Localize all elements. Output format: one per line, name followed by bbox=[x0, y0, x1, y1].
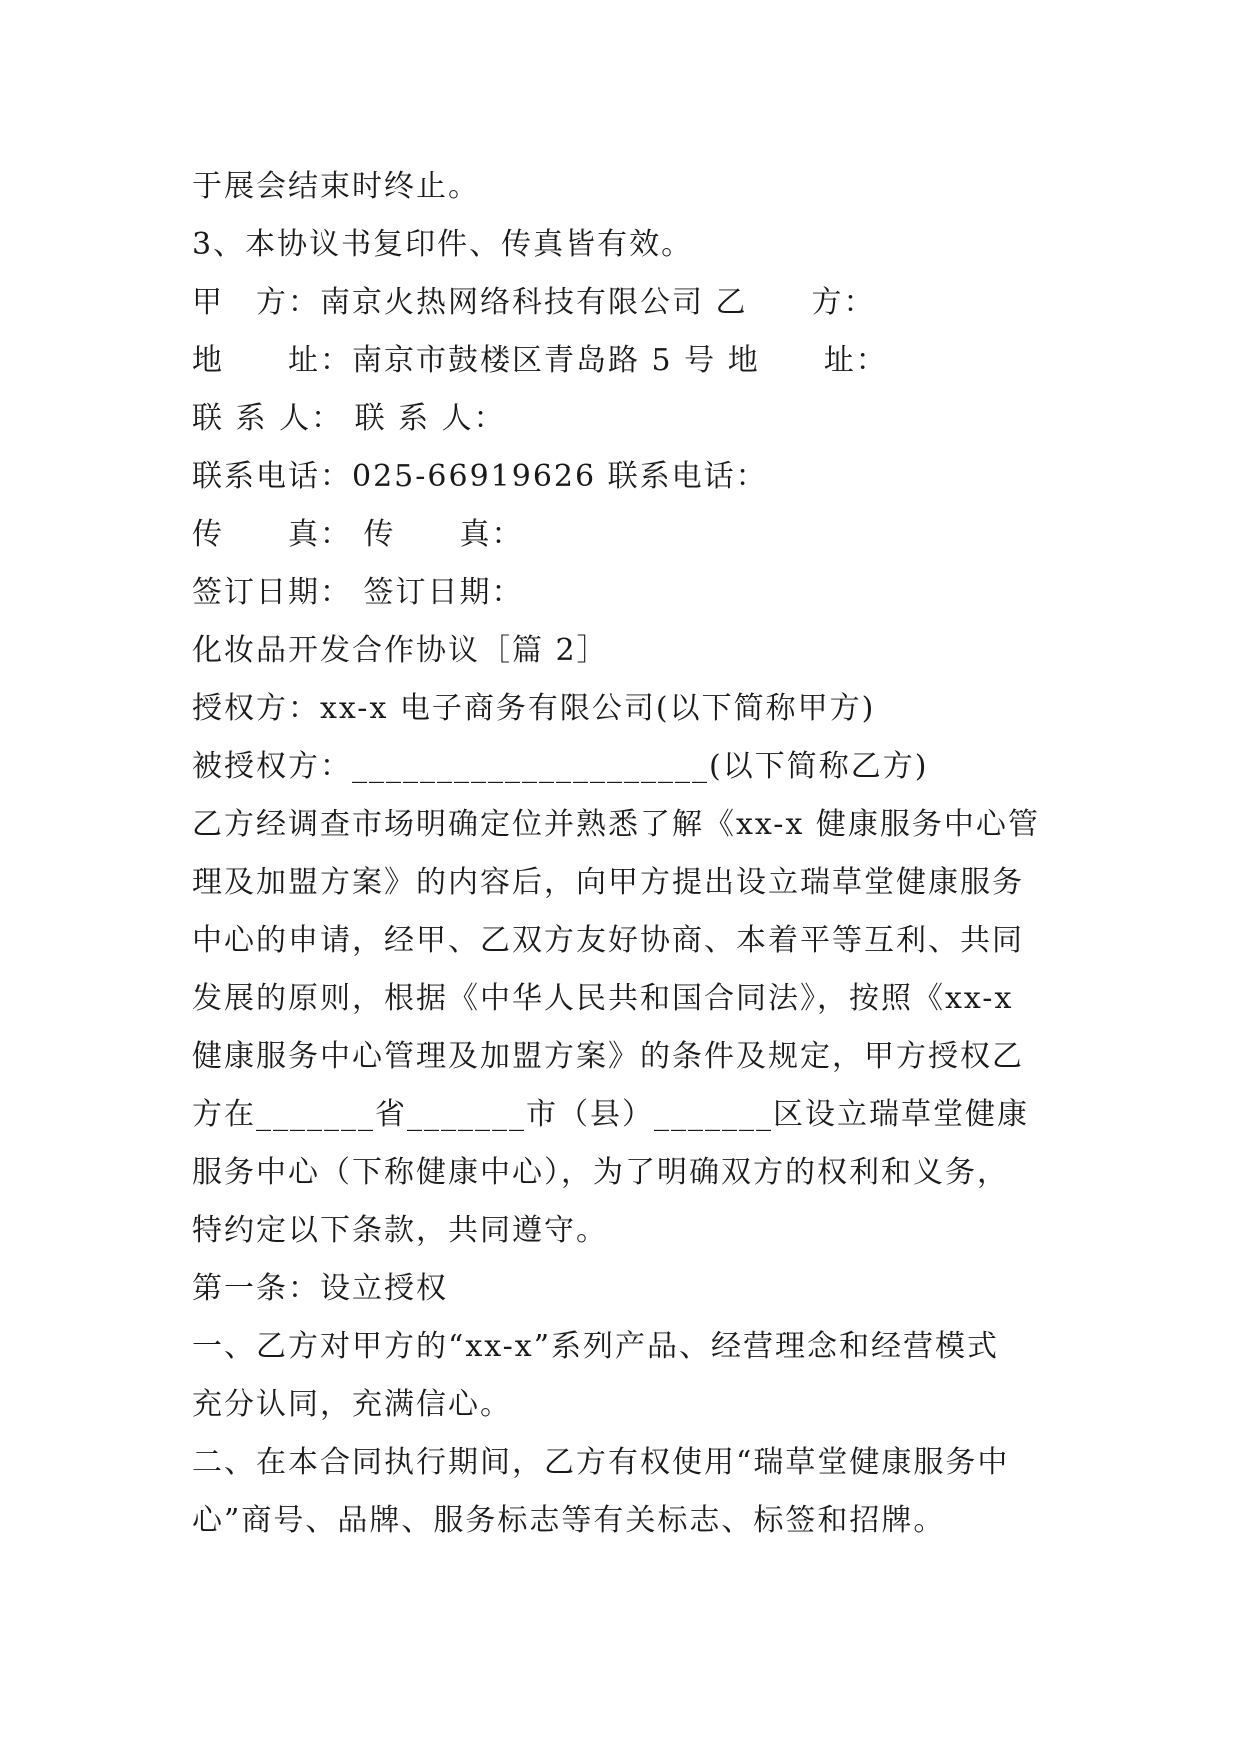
text-line: 健康服务中心管理及加盟方案》的条件及规定，甲方授权乙 bbox=[192, 1039, 1024, 1074]
text-line: 联 系 人： 联 系 人： bbox=[192, 401, 506, 436]
text-line: 方在_______省_______市（县）_______区设立瑞草堂健康 bbox=[192, 1097, 1029, 1132]
text-line: 特约定以下条款，共同遵守。 bbox=[192, 1213, 608, 1248]
text-line: 被授权方：_____________________(以下简称乙方) bbox=[192, 749, 929, 784]
text-line: 地 址：南京市鼓楼区青岛路 5 号 地 址： bbox=[192, 343, 888, 378]
text-line: 3、本协议书复印件、传真皆有效。 bbox=[192, 227, 694, 262]
text-line: 理及加盟方案》的内容后，向甲方提出设立瑞草堂健康服务 bbox=[192, 865, 1024, 900]
text-line: 签订日期： 签订日期： bbox=[192, 575, 524, 610]
text-line: 服务中心（下称健康中心），为了明确双方的权利和义务， bbox=[192, 1155, 1009, 1190]
document-page bbox=[192, 158, 1062, 1550]
text-line: 乙方经调查市场明确定位并熟悉了解《xx-x 健康服务中心管 bbox=[192, 807, 1040, 842]
text-line: 传 真： 传 真： bbox=[192, 517, 524, 552]
text-line: 授权方：xx-x 电子商务有限公司(以下简称甲方) bbox=[192, 691, 876, 726]
text-line: 于展会结束时终止。 bbox=[192, 169, 480, 204]
text-line: 心”商号、品牌、服务标志等有关标志、标签和招牌。 bbox=[192, 1503, 946, 1538]
article-heading: 第一条：设立授权 bbox=[192, 1271, 448, 1306]
text-line: 发展的原则，根据《中华人民共和国合同法》，按照《xx-x bbox=[192, 981, 1014, 1016]
text-line: 甲 方：南京火热网络科技有限公司 乙 方： bbox=[192, 285, 876, 320]
text-line: 充分认同，充满信心。 bbox=[192, 1387, 512, 1422]
text-line: 中心的申请，经甲、乙双方友好协商、本着平等互利、共同 bbox=[192, 923, 1024, 958]
section-title: 化妆品开发合作协议［篇 2］ bbox=[192, 633, 609, 668]
text-line: 一、乙方对甲方的“xx-x”系列产品、经营理念和经营模式 bbox=[192, 1329, 1000, 1364]
text-line: 二、在本合同执行期间，乙方有权使用“瑞草堂健康服务中 bbox=[192, 1445, 1010, 1480]
text-line: 联系电话：025-66919626 联系电话： bbox=[192, 459, 768, 494]
